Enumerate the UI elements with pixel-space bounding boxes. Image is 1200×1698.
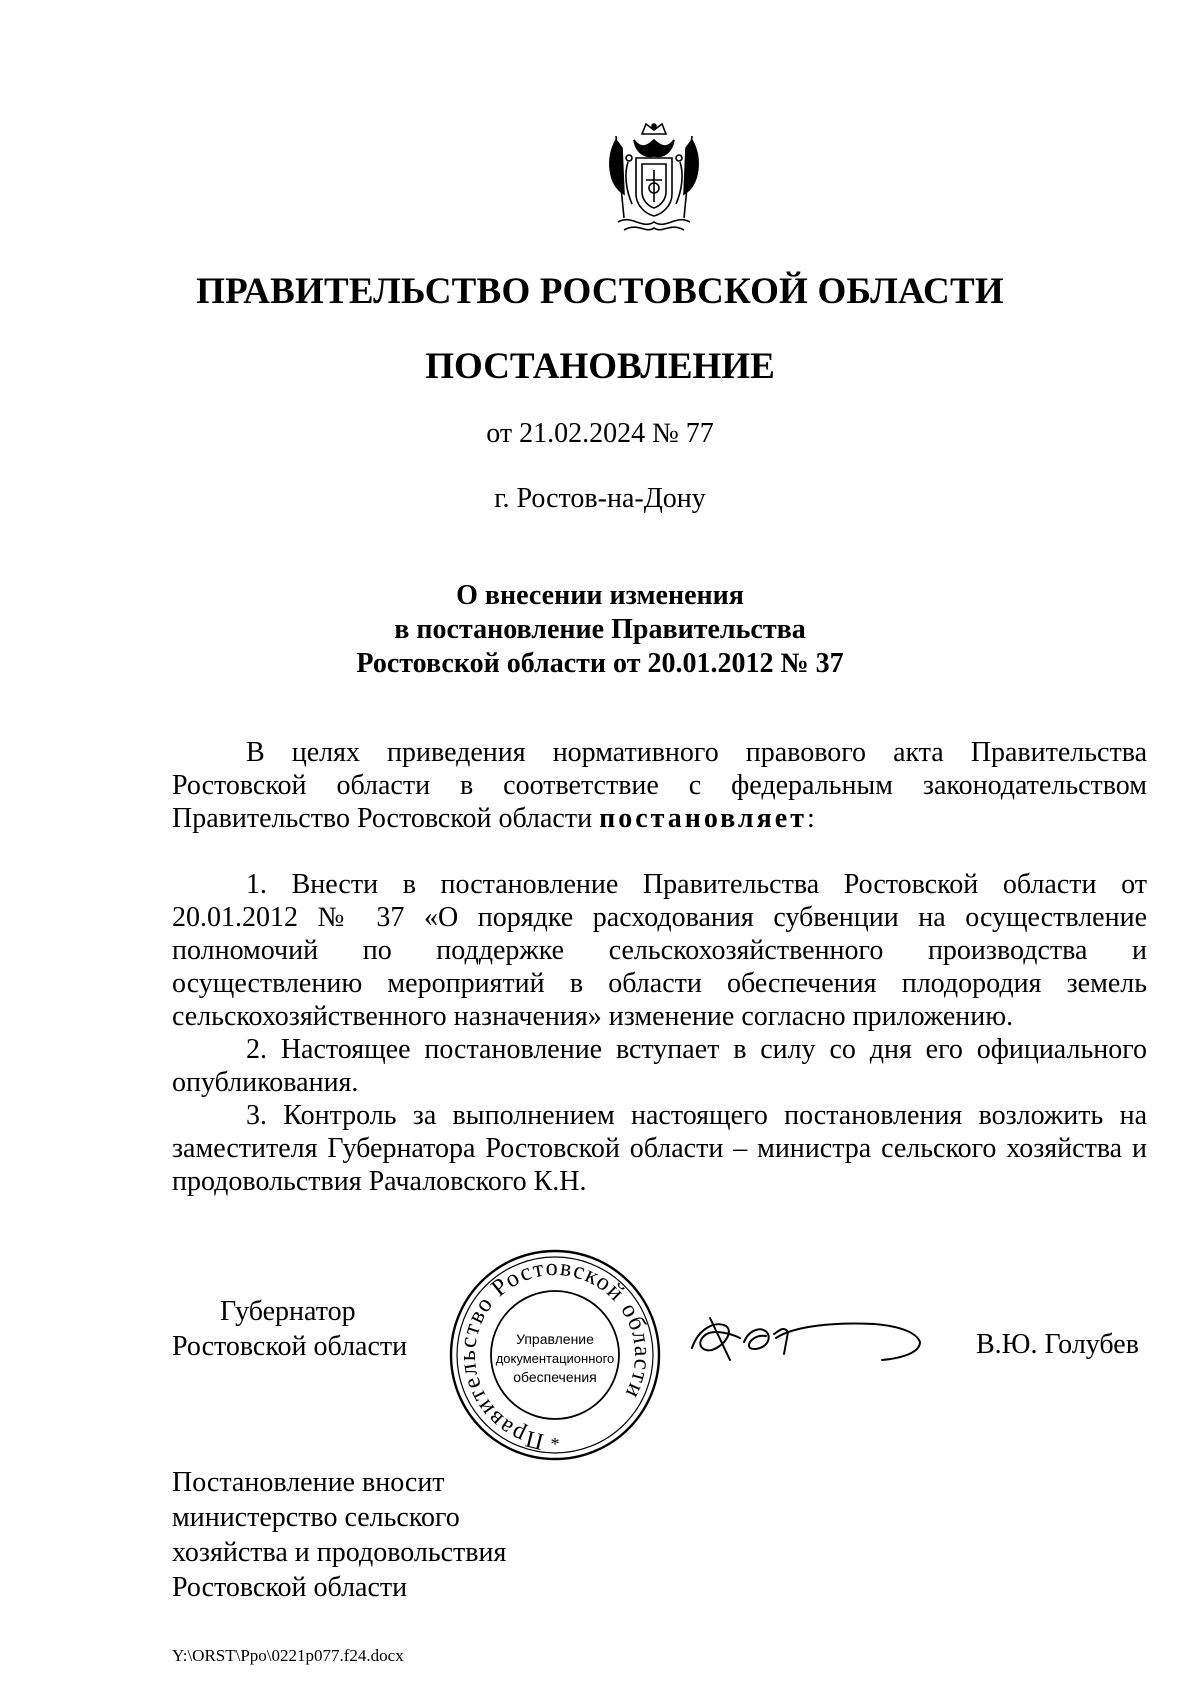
submitter-line: Ростовской области	[172, 1572, 408, 1603]
preamble	[172, 736, 1147, 835]
signatory-title	[172, 1294, 407, 1364]
seal-outer-text: Правительство Ростовской области	[455, 1254, 656, 1455]
seal-star: *	[550, 1434, 560, 1454]
seal-inner-line: документационного	[495, 1351, 615, 1366]
official-seal-icon	[440, 1242, 670, 1464]
document-subject	[0, 579, 1200, 681]
document-date-number: от 21.02.2024 № 77	[486, 418, 714, 449]
decree-word: постановляет	[599, 803, 807, 834]
coat-of-arms-icon	[602, 118, 706, 236]
signatory-title-line: Губернатор	[220, 1296, 356, 1327]
submitter-line: Постановление вносит	[172, 1467, 445, 1498]
subject-line: О внесении изменения	[456, 580, 744, 611]
submitter-line: хозяйства и продовольствия	[172, 1537, 507, 1568]
decree-item: 1. Внести в постановление Правительства Ростовской области от 20.01.2012 № 37 «О порядке расходования субвенции на осуществление полномочий по поддержке сельскохозяйственного производства и осуществлению мероприятий в области обеспечения плодородия земель сельскохозяйственного назначения» изменение согласно приложению.	[172, 869, 1147, 1032]
document-city: г. Ростов-на-Дону	[494, 483, 706, 514]
subject-line: в постановление Правительства	[394, 614, 806, 645]
signatory-title-line: Ростовской области	[172, 1331, 408, 1362]
subject-line: Ростовской области от 20.01.2012 № 37	[356, 648, 844, 679]
document-type: ПОСТАНОВЛЕНИЕ	[425, 346, 775, 387]
organization-title: ПРАВИТЕЛЬСТВО РОСТОВСКОЙ ОБЛАСТИ	[196, 271, 1004, 312]
decree-items	[172, 868, 1147, 1198]
decree-item: 2. Настоящее постановление вступает в силу со дня его официального опубликования.	[172, 1034, 1147, 1098]
file-path: Y:\ORST\Ppo\0221p077.f24.docx	[172, 1646, 404, 1665]
submitter-line: министерство сельского	[172, 1502, 460, 1533]
seal-inner-line: Управление	[516, 1331, 594, 1347]
decree-item: 3. Контроль за выполнением настоящего постановления возложить на заместителя Губернатора Ростовской области – министра сельского хозяйства и продовольствия Рачаловского К.Н.	[172, 1100, 1147, 1197]
handwritten-signature-icon	[684, 1304, 934, 1364]
signatory-name: В.Ю. Голубев	[976, 1329, 1139, 1360]
preamble-colon: :	[806, 803, 815, 834]
submitter-note	[172, 1465, 506, 1605]
preamble-paragraph	[172, 736, 1147, 835]
seal-inner-line: обеспечения	[513, 1369, 597, 1385]
preamble-text: В целях приведения нормативного правового акта Правительства Ростовской области в соответствие с федеральным законодательством Правительство Ростовской области	[172, 737, 1147, 834]
